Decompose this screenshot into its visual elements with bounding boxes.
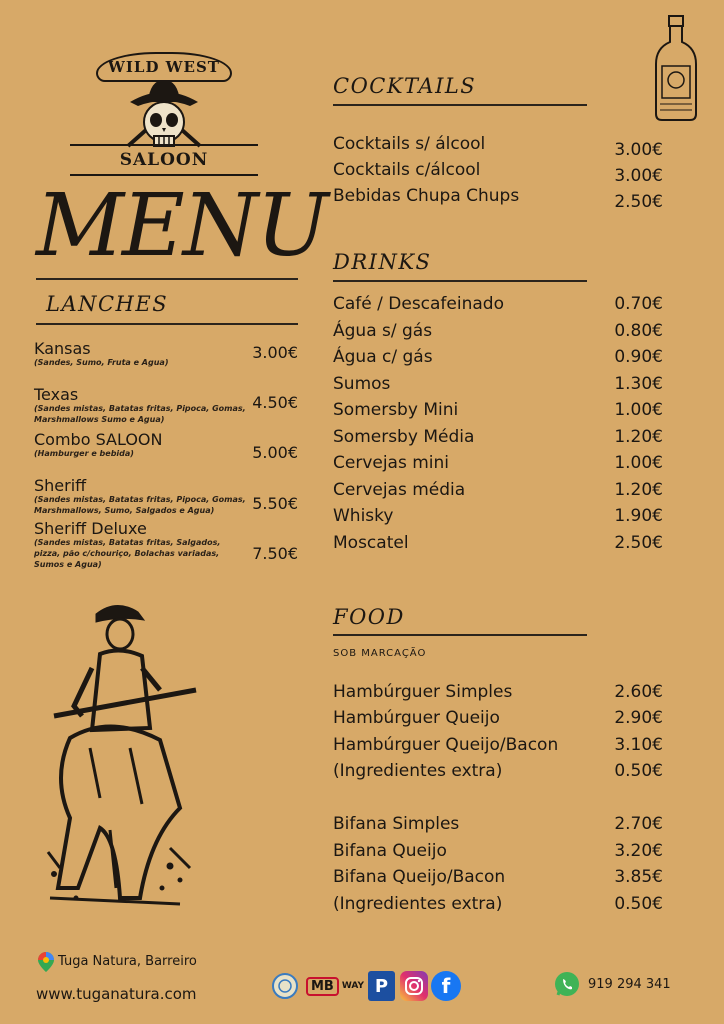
item-name: Cocktails s/ álcool [333,134,486,154]
whatsapp-icon [554,971,580,997]
item-name: Hambúrguer Queijo [333,708,500,728]
menu-item [333,503,663,529]
website-link[interactable]: www.tuganatura.com [36,985,197,1003]
item-name: (Ingredientes extra) [333,894,503,914]
item-price: 3.20€ [614,841,663,861]
saloon-logo [66,52,262,178]
lanche-item-sheriff-deluxe [34,520,304,570]
item-price: 1.00€ [614,400,663,420]
menu-item [333,864,663,890]
item-name: Moscatel [333,533,409,553]
menu-item [333,811,663,837]
way-label: WAY [341,981,365,991]
item-name: Cervejas mini [333,453,450,473]
item-price: 1.30€ [614,374,663,394]
item-name: Hambúrguer Simples [333,682,513,702]
facebook-icon[interactable]: f [431,971,461,1001]
lanche-item-kansas [34,340,304,368]
item-description: (Sandes mistas, Batatas fritas, Pipoca, Gomas, Marshmallows Sumo e Agua) [34,404,246,424]
item-price: 1.00€ [614,453,663,473]
section-title-food: FOOD [333,605,405,629]
item-name: Somersby Mini [333,400,459,420]
item-name: Água c/ gás [333,347,433,367]
item-price: 0.70€ [614,294,663,314]
lanche-item-sheriff [34,477,304,516]
item-price: 1.20€ [614,480,663,500]
item-name: Sheriff [34,476,87,495]
divider [36,323,298,325]
item-price: 3.10€ [614,735,663,755]
item-name: Cocktails c/álcool [333,160,481,180]
menu-item [333,344,663,370]
menu-item [333,705,663,731]
item-price: 1.20€ [614,427,663,447]
divider [333,280,587,282]
section-title-cocktails: COCKTAILS [333,74,477,98]
menu-item [333,477,663,503]
menu-item [333,450,663,476]
mbway-icon [306,971,364,1001]
menu-item [333,891,663,917]
menu-item [333,758,663,784]
item-price: 0.80€ [614,321,663,341]
item-name: Hambúrguer Queijo/Bacon [333,735,559,755]
item-price: 4.50€ [252,393,298,412]
section-title-lanches: LANCHES [46,292,169,316]
item-price: 2.60€ [614,682,663,702]
menu-item [333,530,663,556]
logo-bottom-text: SALOON [70,144,258,176]
item-name: Somersby Média [333,427,475,447]
item-price: 1.90€ [614,506,663,526]
menu-item [333,838,663,864]
divider [333,634,587,636]
item-name: Cervejas média [333,480,466,500]
item-name: Bifana Queijo/Bacon [333,867,506,887]
award-badge-icon [271,971,299,1001]
item-price: 3.85€ [614,867,663,887]
item-name: Texas [34,385,79,404]
map-pin-icon [38,952,54,972]
item-name: Bifana Simples [333,814,460,834]
section-title-drinks: DRINKS [333,250,432,274]
item-name: Bebidas Chupa Chups [333,186,520,206]
instagram-icon[interactable] [400,971,428,1001]
item-price: 2.50€ [614,192,663,212]
menu-item [333,371,663,397]
menu-item [333,679,663,705]
menu-item [333,131,663,160]
logo-top-text: WILD WEST [96,52,232,82]
item-description: (Sandes mistas, Batatas fritas, Pipoca, Gomas, Marshmallows, Sumo, Salgados e Agua) [34,495,246,515]
menu-item [333,183,663,212]
menu-item [333,424,663,450]
whiskey-bottle-icon [652,14,700,122]
item-name: Sheriff Deluxe [34,519,147,538]
item-price: 5.50€ [252,494,298,513]
item-price: 3.00€ [614,166,663,186]
lanche-item-texas [34,386,304,425]
phone-number[interactable]: 919 294 341 [588,977,671,992]
menu-item [333,732,663,758]
menu-item [333,318,663,344]
item-price: 0.50€ [614,894,663,914]
item-name: Whisky [333,506,394,526]
item-price: 0.90€ [614,347,663,367]
item-description: (Sandes mistas, Batatas fritas, Salgados, pizza, pão c/chouriço, Bolachas variadas, Sumos e Agua) [34,538,221,569]
item-name: Sumos [333,374,391,394]
lanche-item-combo-saloon [34,430,304,462]
divider [36,278,298,280]
item-price: 2.90€ [614,708,663,728]
item-name: Café / Descafeinado [333,294,504,314]
item-name: Bifana Queijo [333,841,447,861]
item-description: (Sandes, Sumo, Fruta e Agua) [34,358,169,367]
item-price: 2.50€ [614,533,663,553]
item-name: Kansas [34,339,91,358]
menu-item [333,291,663,317]
mb-label: MB [306,977,339,996]
item-name: (Ingredientes extra) [333,761,503,781]
item-description: (Hamburger e bebida) [34,449,134,458]
location-text: Tuga Natura, Barreiro [58,954,197,969]
item-price: 3.00€ [252,343,298,362]
parking-icon: P [368,971,395,1001]
menu-item [333,157,663,186]
item-name: Água s/ gás [333,321,433,341]
item-price: 0.50€ [614,761,663,781]
page-title: MENU [36,176,327,276]
item-price: 5.00€ [252,443,298,462]
food-note: SOB MARCAÇÃO [333,648,427,659]
item-price: 2.70€ [614,814,663,834]
divider [333,104,587,106]
menu-item [333,397,663,423]
item-price: 3.00€ [614,140,663,160]
cowboy-illustration [30,598,200,912]
item-name: Combo SALOON [34,430,163,449]
item-price: 7.50€ [252,544,298,563]
